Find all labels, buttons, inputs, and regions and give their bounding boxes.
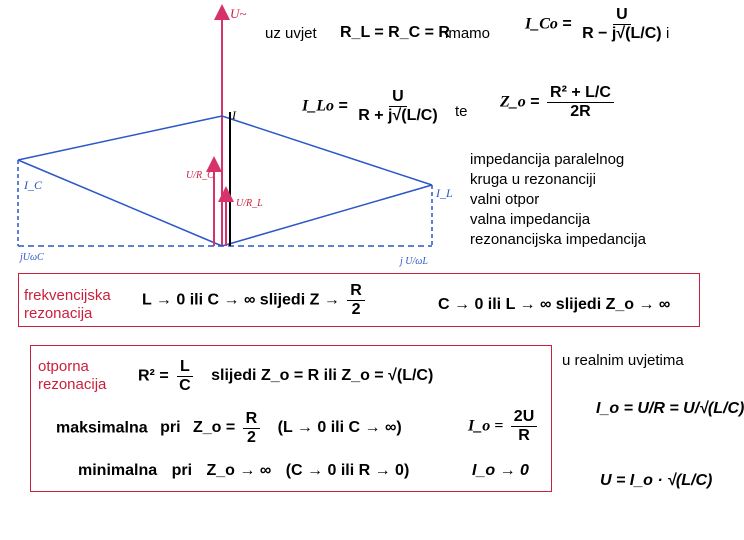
term-item: impedancija paralelnog xyxy=(470,151,625,168)
i-word: i xyxy=(666,25,670,42)
cond-label: uz uvjet xyxy=(265,25,317,42)
freq-case2: C → 0 ili L → ∞ slijedi Z_o → ∞ xyxy=(438,296,671,313)
otpor-max: maksimalna pri Z_o = $\frac{R}{2}$ (L → 0 ili C → ∞) xyxy=(56,410,402,446)
ilo-formula: I_Lo = $\frac{U}{R + j√(L/C)}$ xyxy=(302,88,438,124)
u-rc-label: U/R_C xyxy=(186,170,214,181)
otpor-line1: R² = $\frac{L}{C}$ slijedi Z_o = R ili Z_o = √(L/C) xyxy=(138,358,434,394)
real-title: u realnim uvjetima xyxy=(562,352,684,369)
otpor-min-io: I_o → 0 xyxy=(472,462,529,479)
il-branch xyxy=(222,185,432,246)
otpor-max-io: I_o = $\frac{2U}{R}$ xyxy=(468,408,540,444)
te-label: te xyxy=(455,103,468,120)
term-item: valna impedancija xyxy=(470,211,591,228)
term-item: rezonancijska impedancija xyxy=(470,231,646,248)
u-rl-label: U/R_L xyxy=(236,198,263,209)
il-label: I_L xyxy=(436,186,453,200)
real-u-eq: U = I_o · √(L/C) xyxy=(600,472,713,489)
u-axis-label: U~ xyxy=(230,6,247,21)
j-uwc-label: jUωC xyxy=(20,252,44,263)
imamo-label: imamo xyxy=(445,25,491,42)
terms-list xyxy=(470,150,646,250)
real-io-eq: I_o = U/R = U/√(L/C) xyxy=(596,400,744,417)
otpor-title: otporna rezonacija xyxy=(38,358,107,393)
term-item: valni otpor xyxy=(470,191,540,208)
freq-title: frekvencijska rezonacija xyxy=(24,287,111,322)
i-label: I xyxy=(232,108,236,122)
term-item: kruga u rezonanciji xyxy=(470,171,596,188)
freq-case1: L → 0 ili C → ∞ slijedi Z → $\frac{R}{2}$ xyxy=(142,282,368,318)
cond-eq: R_L = R_C = R xyxy=(340,24,450,41)
ico-formula: I_Co = $\frac{U}{R - j√(L/C)}$ xyxy=(525,6,662,42)
ic-phasor xyxy=(18,116,222,160)
il-phasor xyxy=(222,116,432,185)
ic-label: I_C xyxy=(24,178,42,192)
zo-formula: Z_o = $\frac{\text{R² + L/C}}{2R}$ xyxy=(500,84,617,120)
j-uwl-label: j U/ωL xyxy=(400,256,428,267)
otpor-min: minimalna pri Z_o → ∞ (C → 0 ili R → 0) xyxy=(78,462,410,479)
